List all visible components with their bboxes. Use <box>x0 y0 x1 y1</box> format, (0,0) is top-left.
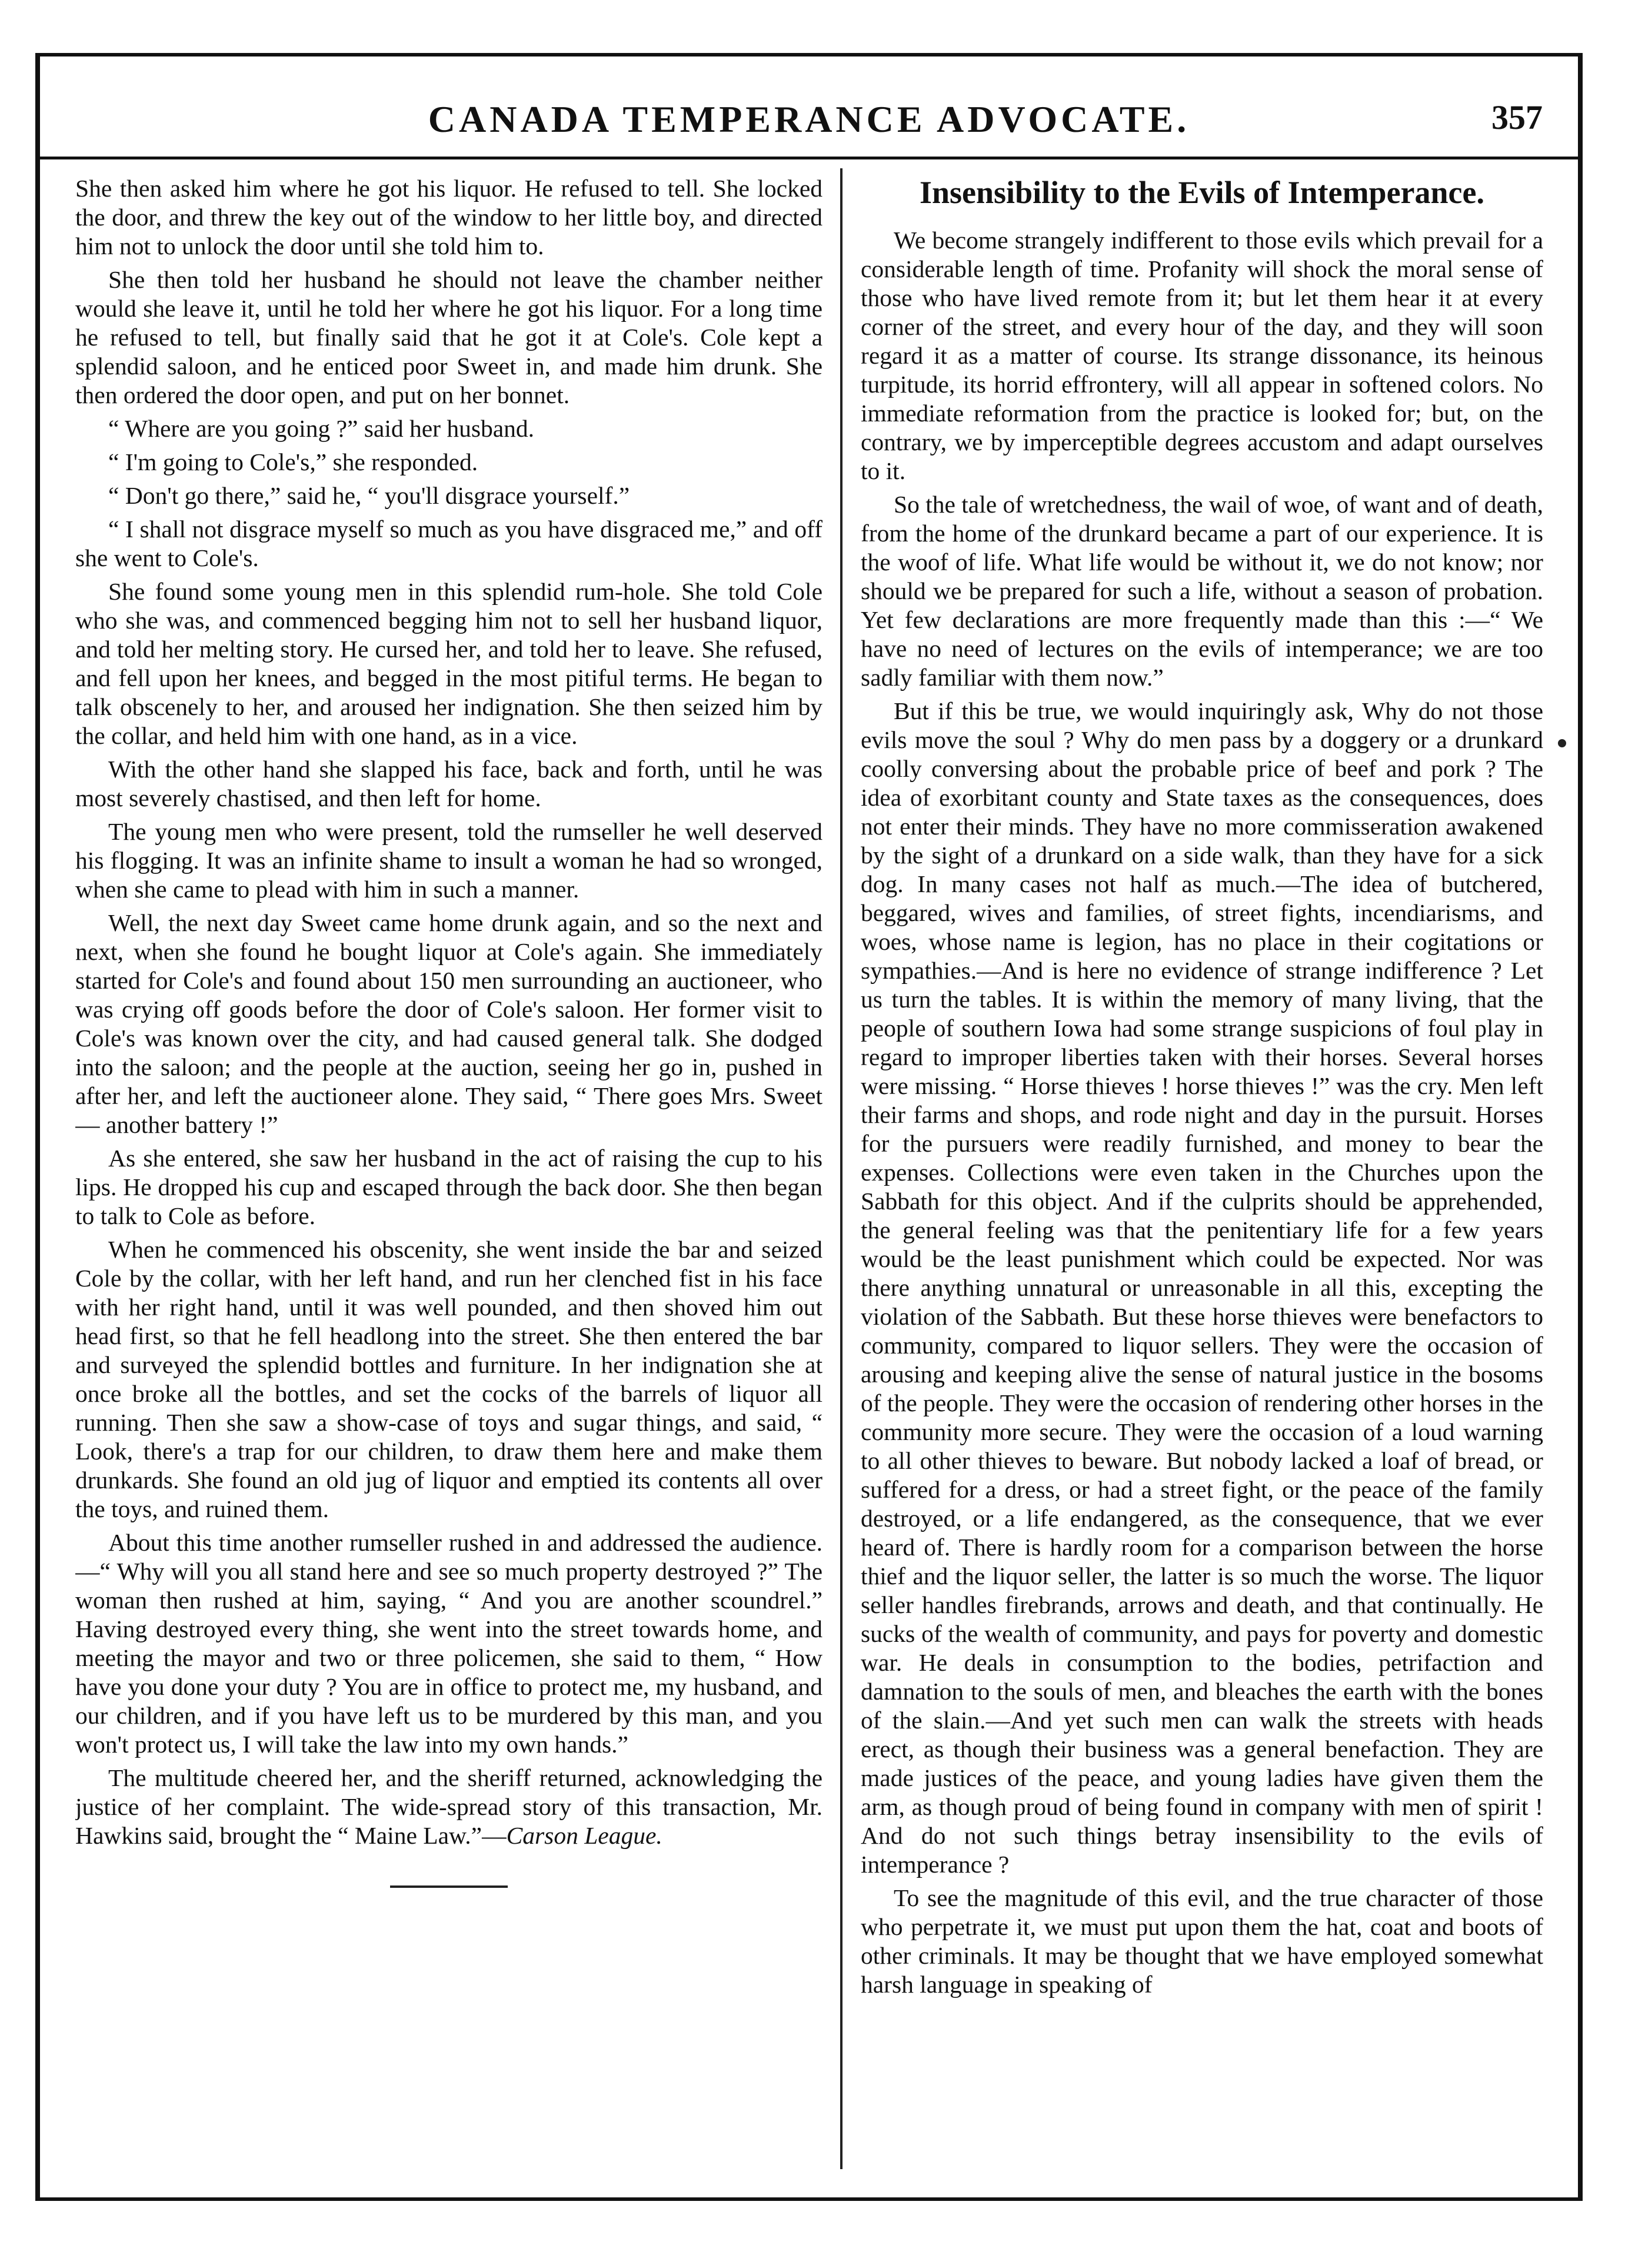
column-rule <box>840 168 843 2169</box>
paragraph: About this time another rumseller rushed in and addressed the audience.—“ Why will you all stand here and see so much property destroyed ?” The woman then rushed at him, saying, “ And you are another scoundrel.” Having destroyed every thing, she went into the street towards home, and meeting the mayor and two or three policemen, she said to them, “ How have you done your duty ? You are in office to protect me, my husband, and our children, and if you have left us to be murdered by this man, and you won't protect us, I will take the law into my own hands.” <box>75 1529 823 1758</box>
paragraph: We become strangely indifferent to those evils which prevail for a considerable length of time. Profanity will shock the moral sense of those who have lived remote from it; but let them hear it at every corner of the street, and every hour of the day, and they will soon regard it as a matter of course. Its strange dissonance, its heinous turpitude, its horrid effrontery, will all appear in softened colors. No immediate reformation from the practice is looked for; but, on the contrary, we by imperceptible degrees accustom and adapt ourselves to it. <box>861 227 1543 484</box>
page-number: 357 <box>1491 98 1543 137</box>
left-column <box>75 174 823 2163</box>
page-header <box>40 92 1578 159</box>
paragraph: So the tale of wretchedness, the wail of woe, of want and of death, from the home of the drunkard became a part of our experience. It is the woof of life. What life would be without it, we do not know; nor should we be prepared for such a life, without a season of probation. Yet few declarations are more frequently made than this :—“ We have no need of lectures on the evils of intemperance; we are too sadly familiar with them now.” <box>861 491 1543 691</box>
paragraph: She found some young men in this splendid rum-hole. She told Cole who she was, and commenced begging him not to sell her husband liquor, and told her melting story. He cursed her, and told her to leave. She refused, and fell upon her knees, and begged in the most pitiful terms. He began to talk obscenely to her, and aroused her indignation. She then seized him by the collar, and held him with one hand, as in a vice. <box>75 578 823 749</box>
ink-dot <box>1558 739 1566 747</box>
running-title: CANADA TEMPERANCE ADVOCATE. <box>428 98 1190 140</box>
paragraph: “ I shall not disgrace myself so much as you have disgraced me,” and off she went to Cole's. <box>75 516 823 571</box>
newspaper-page <box>35 53 1583 2201</box>
paragraph: “ Don't go there,” said he, “ you'll disgrace yourself.” <box>108 482 630 509</box>
paragraph: “ I'm going to Cole's,” she responded. <box>108 448 478 475</box>
paragraph-text: The multitude cheered her, and the sheriff returned, acknowledging the justice of her complaint. The wide-spread story of this transaction, Mr. Hawkins said, brought the “ Maine Law.”— <box>75 1764 823 1849</box>
paragraph: But if this be true, we would inquiringly ask, Why do not those evils move the soul ? Why do men pass by a doggery or a drunkard coolly conversing about the probable price of beef and pork ? The idea of exorbitant county and State taxes as the consequences, does not enter their minds. They have no more commisseration awakened by the sight of a drunkard on a side walk, than they have for a sick dog. In many cases not half as much.—The idea of butchered, beggared, wives and families, of street fights, incendiarisms, and woes, whose name is legion, has no place in their cogitations or sympathies.—And is here no evidence of strange indifference ? Let us turn the tables. It is within the memory of many living, that the people of southern Iowa had some strange suspicions of foul play in regard to improper liberties taken with their horses. Several horses were missing. “ Horse thieves ! horse thieves !” was the cry. Men left their farms and shops, and rode night and day in the pursuit. Horses for the pursuers were readily furnished, and money to bear the expenses. Collections were even taken in the Churches upon the Sabbath for this object. And if the culprits should be apprehended, the general feeling was that the penitentiary life for a few years would be the least punishment which could be expected. Nor was there anything unnatural or unreasonable in all this, excepting the violation of the Sabbath. But these horse thieves were benefactors to community, compared to liquor sellers. They were the occasion of arousing and keeping alive the sense of natural justice in the bosoms of the people. They were the occasion of rendering other horses in the community more secure. They were the occasion of a loud warning to all other thieves to beware. But nobody lacked a loaf of bread, or suffered for a dress, or had a street fight, or the peace of the family destroyed, or a life endangered, as the consequence, that we ever heard of. There is hardly room for a comparison between the horse thief and the liquor seller, the latter is so much the worse. The liquor seller handles firebrands, arrows and death, and that continually. He sucks of the wealth of community, and pays for poverty and domestic war. He deals in consumption to the bodies, petrifaction and damnation to the souls of men, and bleaches the earth with the bones of the slain.—And yet such men can walk the streets with heads erect, as though their business was a general benefaction. They are made justices of the peace, and young ladies have given them the arm, as though proud of being found in company with men of spirit ! And do not such things betray insensibility to the evils of intemperance ? <box>861 697 1543 1878</box>
paragraph: As she entered, she saw her husband in the act of raising the cup to his lips. He dropped his cup and escaped through the back door. She then began to talk to Cole as before. <box>75 1145 823 1229</box>
paragraph: She then asked him where he got his liquor. He refused to tell. She locked the door, and threw the key out of the window to her little boy, and directed him not to unlock the door until she told him to. <box>75 175 823 260</box>
right-column <box>861 174 1543 2163</box>
paragraph-with-signature <box>75 1764 823 1850</box>
paragraph: She then told her husband he should not leave the chamber neither would she leave it, until he told her where he got his liquor. For a long time he refused to tell, but finally said that he got it at Cole's. Cole kept a splendid saloon, and he enticed poor Sweet in, and made him drunk. She then ordered the door open, and put on her bonnet. <box>75 266 823 408</box>
paragraph: With the other hand she slapped his face, back and forth, until he was most severely chastised, and then left for home. <box>75 756 823 812</box>
paragraph: Well, the next day Sweet came home drunk again, and so the next and next, when she found he bought liquor at Cole's again. She immediately started for Cole's and found about 150 men surrounding an auctioneer, who was crying off goods before the door of Cole's saloon. Her former visit to Cole's was known over the city, and had caused general talk. She dodged into the saloon; and the people at the auction, seeing her go in, pushed in after her, and left the auctioneer alone. They said, “ There goes Mrs. Sweet— another battery !” <box>75 909 823 1138</box>
article-heading: Insensibility to the Evils of Intemperance. <box>919 175 1484 210</box>
section-divider <box>390 1885 508 1888</box>
paragraph: To see the magnitude of this evil, and the true character of those who perpetrate it, we must put upon them the hat, coat and boots of other criminals. It may be thought that we have employed somewhat harsh language in speaking of <box>861 1884 1543 1998</box>
paragraph: When he commenced his obscenity, she went inside the bar and seized Cole by the collar, with her left hand, and run her clenched fist in his face with her right hand, until it was well pounded, and then shoved him out head first, so that he fell headlong into the street. She then entered the bar and surveyed the splendid bottles and furniture. In her indignation she at once broke all the bottles, and set the cocks of the barrels of liquor all running. Then she saw a show-case of toys and sugar things, and said, “ Look, there's a trap for our children, to draw them here and make them drunkards. She found an old jug of liquor and emptied its contents all over the toys, and ruined them. <box>75 1236 823 1522</box>
paragraph: “ Where are you going ?” said her husband. <box>108 415 535 442</box>
source-signature: Carson League. <box>506 1822 662 1849</box>
paragraph: The young men who were present, told the rumseller he well deserved his flogging. It was an infinite shame to insult a woman he had so wronged, when she came to plead with him in such a manner. <box>75 818 823 903</box>
